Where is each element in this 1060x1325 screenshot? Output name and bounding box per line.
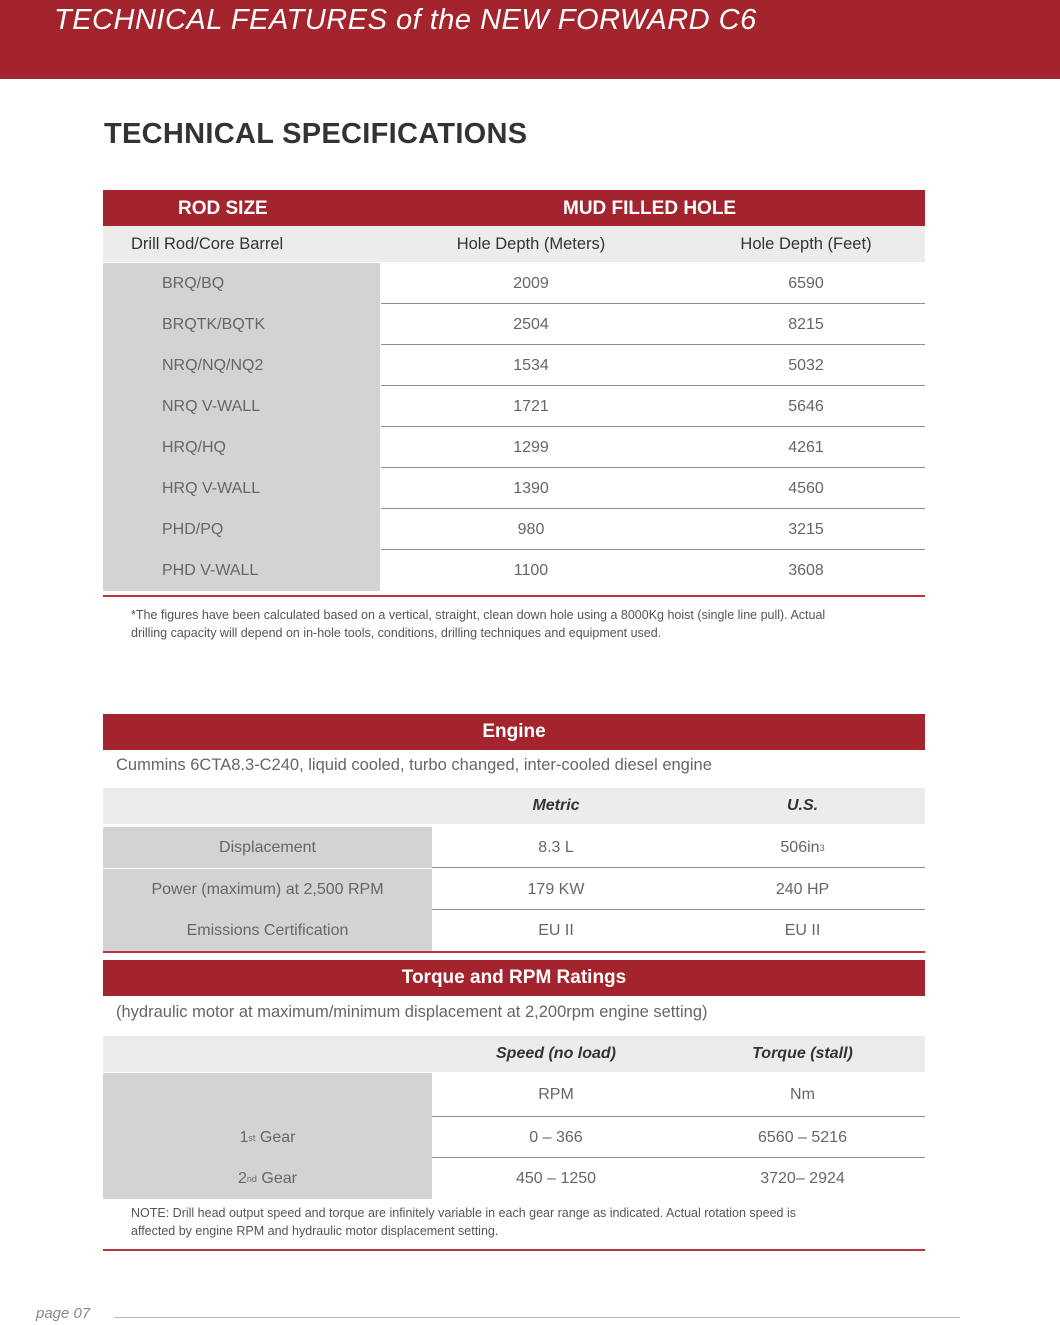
unit-row-label xyxy=(103,1073,432,1117)
engine-description: Cummins 6CTA8.3-C240, liquid cooled, turbo changed, inter-cooled diesel engine xyxy=(116,756,712,774)
engine-us-value: EU II xyxy=(784,921,821,939)
gear-label: 2 nd Gear xyxy=(238,1169,297,1187)
engine-table-bottom-rule xyxy=(103,951,925,953)
page-title: TECHNICAL SPECIFICATIONS xyxy=(104,118,528,150)
page-number: page 07 xyxy=(36,1305,91,1322)
rod-table-note: *The figures have been calculated based on a vertical, straight, clean down hole using a 8000Kg hoist (single line pull). Actual drilling capacity will depend on in-hole tools, conditions, drilling techniques and equipment used. xyxy=(131,608,826,640)
col-speed: Speed (no load) xyxy=(496,1045,616,1062)
engine-metric-value: 8.3 L xyxy=(538,838,574,856)
col-metric: Metric xyxy=(532,797,580,814)
engine-row-label: Emissions Certification xyxy=(186,921,349,939)
mud-filled-header: MUD FILLED HOLE xyxy=(563,198,737,219)
hole-depth-meters: 2009 xyxy=(513,274,549,292)
hole-depth-feet: 3215 xyxy=(788,520,824,538)
rod-size-header: ROD SIZE xyxy=(178,198,268,219)
gear-speed: 450 – 1250 xyxy=(515,1169,597,1187)
torque-table-bottom-rule xyxy=(103,1249,925,1251)
rod-size-label: NRQ/NQ/NQ2 xyxy=(162,356,264,374)
col-us: U.S. xyxy=(786,797,819,814)
unit-torque: Nm xyxy=(790,1086,815,1103)
engine-col-header xyxy=(103,788,925,824)
rod-size-label: BRQTK/BQTK xyxy=(162,315,266,333)
engine-metric-value: 179 KW xyxy=(527,880,585,898)
col-torque: Torque (stall) xyxy=(752,1045,853,1062)
rod-size-label: HRQ V-WALL xyxy=(162,479,261,497)
engine-row-label: Power (maximum) at 2,500 RPM xyxy=(151,880,384,898)
rod-table-header xyxy=(103,190,925,226)
hole-depth-meters: 980 xyxy=(517,520,545,538)
rod-size-label: HRQ/HQ xyxy=(162,438,226,456)
torque-col-header xyxy=(103,1036,925,1072)
gear-torque: 3720– 2924 xyxy=(760,1169,845,1187)
rod-table-bottom-rule xyxy=(103,595,925,597)
hole-depth-meters: 1721 xyxy=(513,397,549,415)
hole-depth-feet: 4560 xyxy=(788,479,824,497)
gear-speed: 0 – 366 xyxy=(529,1128,583,1146)
rod-size-label: NRQ V-WALL xyxy=(162,397,261,415)
torque-table-note: NOTE: Drill head output speed and torque are infinitely variable in each gear range as indicated. Actual rotation speed is affected by engine RPM and hydraulic motor displacement setting. xyxy=(131,1206,796,1238)
engine-title: Engine xyxy=(103,714,925,750)
subheader-rod: Drill Rod/Core Barrel xyxy=(131,234,284,253)
engine-us-value: 240 HP xyxy=(775,880,830,898)
subheader-feet: Hole Depth (Feet) xyxy=(740,234,872,253)
hole-depth-feet: 8215 xyxy=(788,315,824,333)
torque-title: Torque and RPM Ratings xyxy=(103,960,925,996)
rod-table-subheader xyxy=(103,226,925,262)
engine-metric-value: EU II xyxy=(538,921,574,939)
hole-depth-meters: 1299 xyxy=(513,438,549,456)
unit-speed: RPM xyxy=(538,1086,574,1103)
hole-depth-feet: 3608 xyxy=(788,561,824,579)
hole-depth-feet: 6590 xyxy=(788,274,824,292)
hole-depth-feet: 4261 xyxy=(788,438,824,456)
hole-depth-feet: 5646 xyxy=(788,397,824,415)
hole-depth-feet: 5032 xyxy=(788,356,824,374)
row-divider xyxy=(432,867,925,868)
hole-depth-meters: 1100 xyxy=(513,561,549,579)
gear-label: 1 st Gear xyxy=(239,1128,296,1146)
engine-row-label: Displacement xyxy=(219,838,316,856)
engine-us-value: 506in 3 xyxy=(780,838,825,856)
rod-size-label: PHD V-WALL xyxy=(162,561,259,579)
gear-torque: 6560 – 5216 xyxy=(758,1128,847,1146)
rod-size-label: BRQ/BQ xyxy=(162,274,225,292)
header-banner xyxy=(0,0,1060,79)
hole-depth-meters: 1534 xyxy=(513,356,549,374)
hole-depth-meters: 1390 xyxy=(513,479,549,497)
subheader-meters: Hole Depth (Meters) xyxy=(456,234,606,253)
banner-title: TECHNICAL FEATURES of the NEW FORWARD C6 xyxy=(54,4,757,36)
rod-size-label: PHD/PQ xyxy=(162,520,224,538)
footer-rule xyxy=(114,1317,960,1318)
hole-depth-meters: 2504 xyxy=(513,315,549,333)
torque-description: (hydraulic motor at maximum/minimum displacement at 2,200rpm engine setting) xyxy=(116,1003,708,1021)
